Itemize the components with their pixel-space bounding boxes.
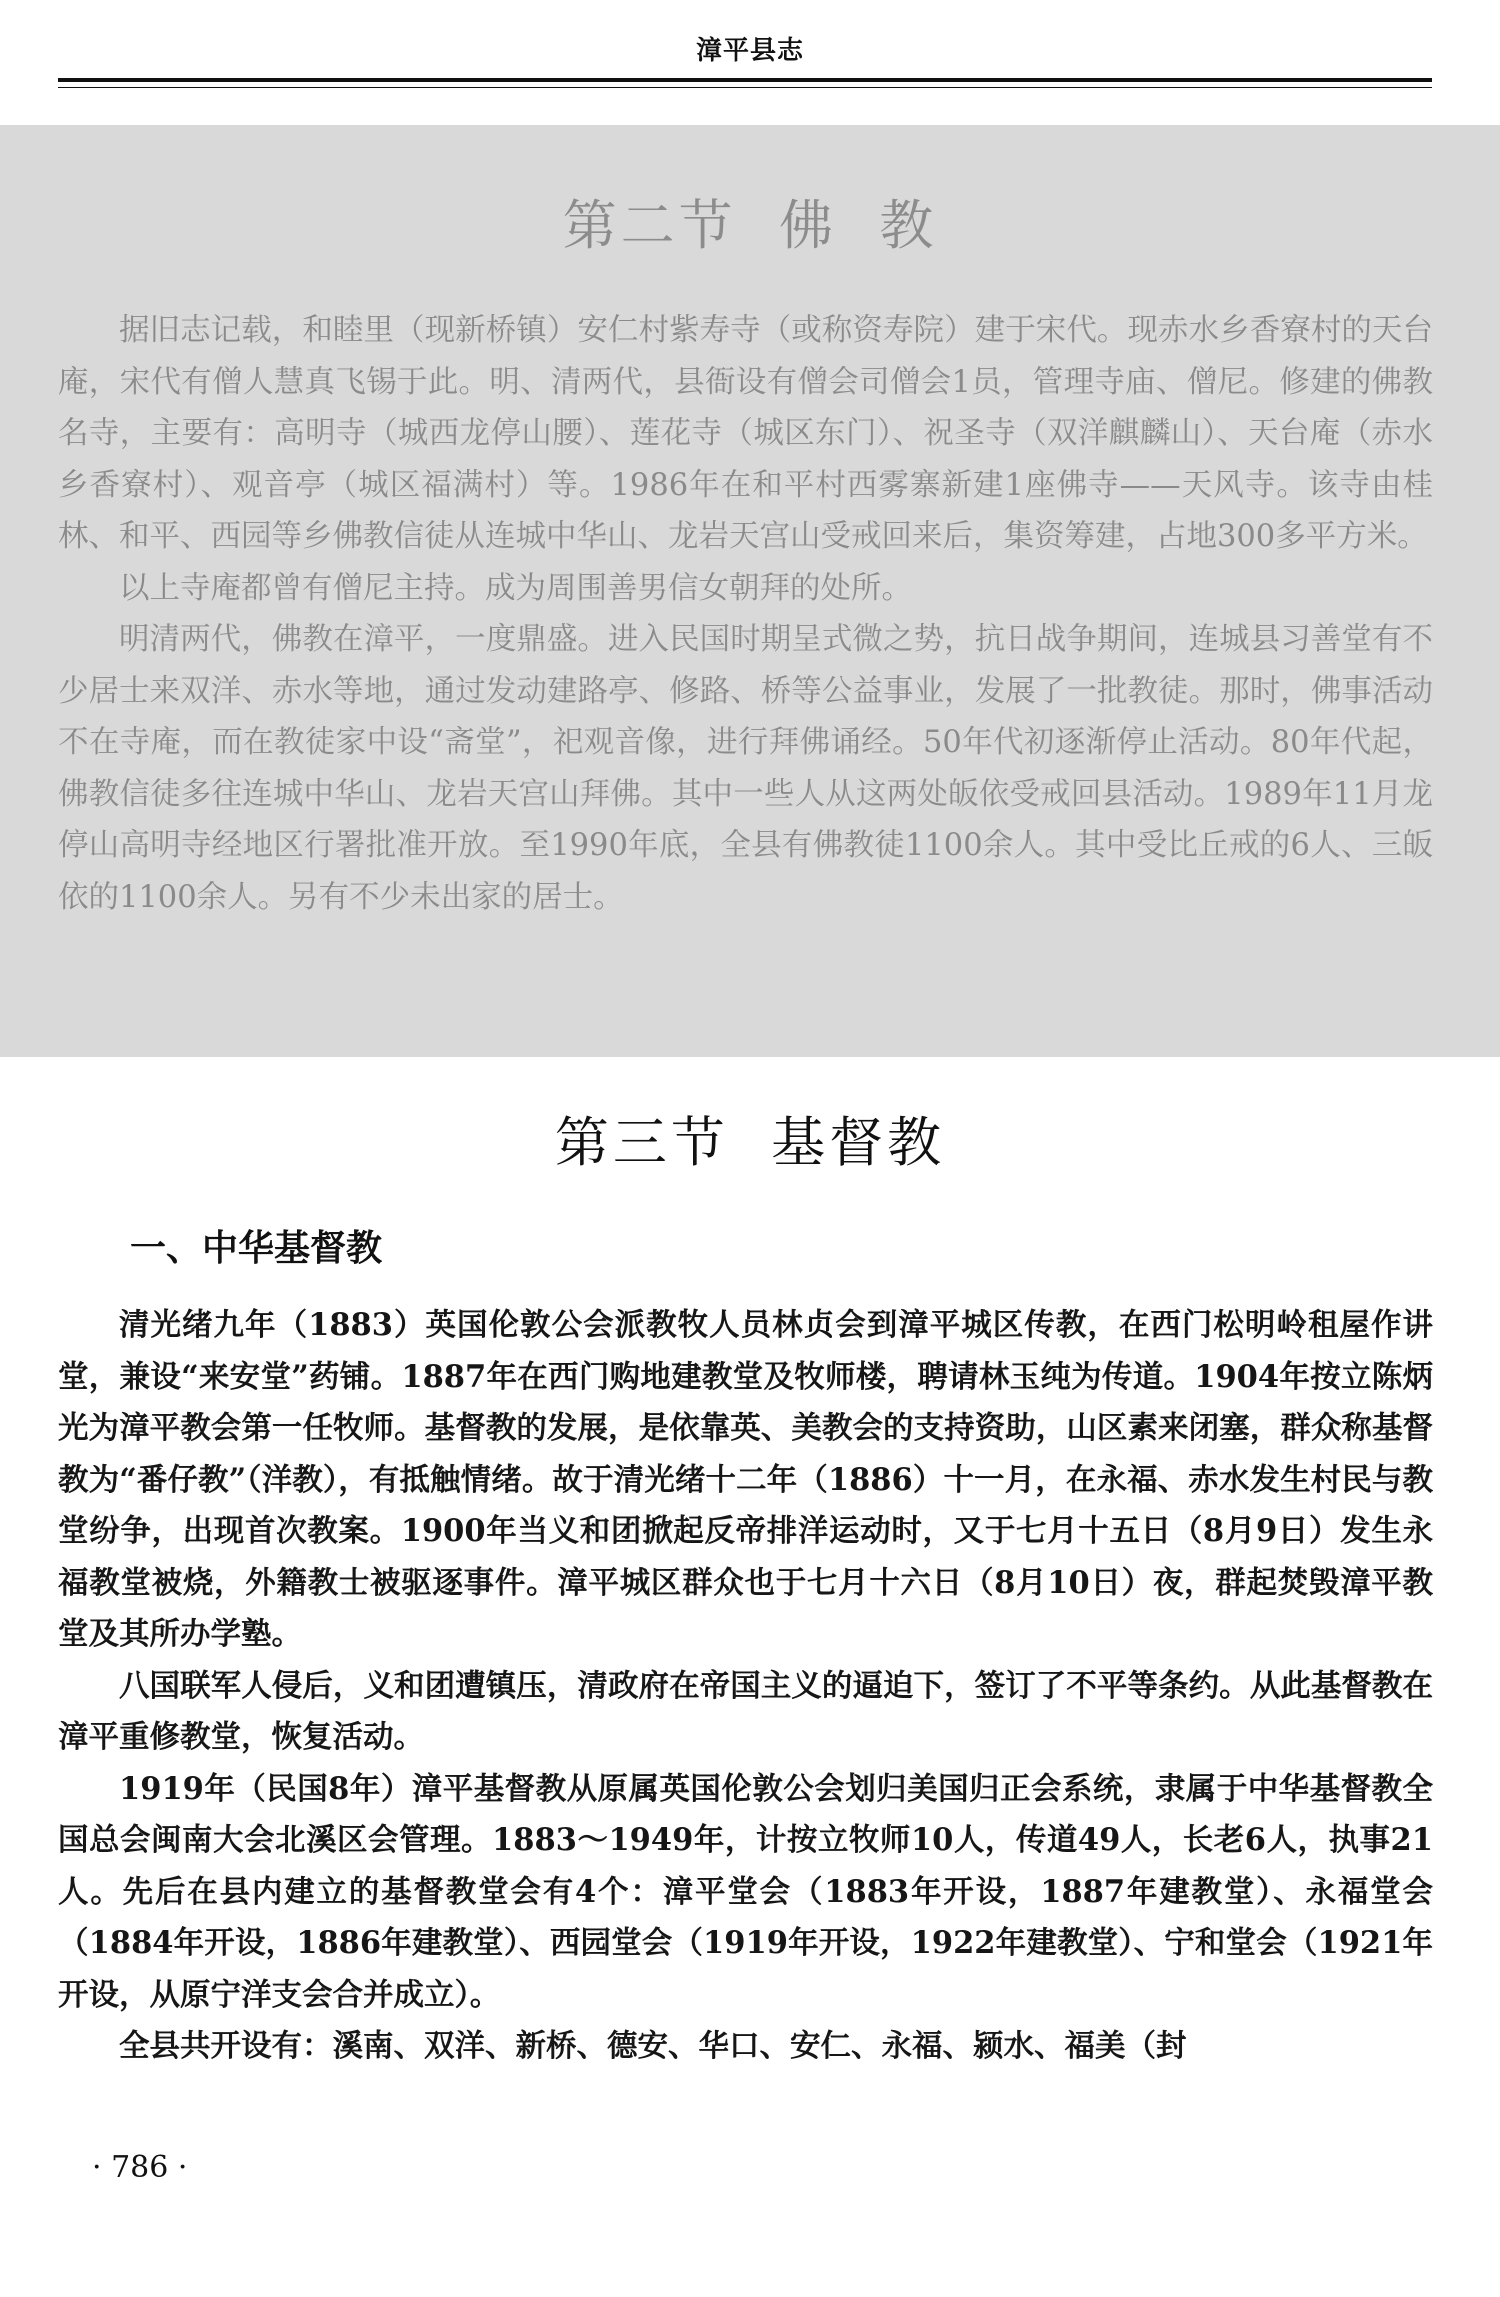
paragraph: 八国联军人侵后，义和团遭镇压，清政府在帝国主义的逼迫下，签订了不平等条约。从此基督教在漳平重修教堂，恢复活动。 [58,1667,1433,1755]
section-title-buddhism: 第二节 佛 教 [562,194,938,257]
paragraph: 1919年（民国8年）漳平基督教从原属英国伦敦公会划归美国归正会系统，隶属于中华基督教全国总会闽南大会北溪区会管理。1883～1949年，计按立牧师10人，传道49人，长老6人，执事21人。先后在县内建立的基督教堂会有4个：漳平堂会（1883年开设，1887年建教堂）、永福堂会（1884年开设，1886年建教堂）、西园堂会（1919年开设，1922年建教堂）、宁和堂会（1921年开设，从原宁洋支会合并成立）。 [58,1770,1433,2013]
running-head: 漳平县志 [695,36,804,66]
header-rule-thin [58,87,1432,88]
paragraph: 全县共开设有：溪南、双洋、新桥、德安、华口、安仁、永福、颍水、福美（封 [119,2028,1187,2064]
section-title-christianity: 第三节 基督教 [554,1111,946,1174]
section-body-christianity [58,1300,1433,2073]
paragraph: 据旧志记载，和睦里（现新桥镇）安仁村紫寿寺（或称资寿院）建于宋代。现赤水乡香寮村的天台庵，宋代有僧人慧真飞锡于此。明、清两代，县衙设有僧会司僧会1员，管理寺庙、僧尼。修建的佛教名寺，主要有：高明寺（城西龙停山腰）、莲花寺（城区东门）、祝圣寺（双洋麒麟山）、天台庵（赤水乡香寮村）、观音亭（城区福满村）等。1986年在和平村西雾寨新建1座佛寺——天风寺。该寺由桂林、和平、西园等乡佛教信徒从连城中华山、龙岩天宫山受戒回来后，集资筹建，占地300多平方米。 [58,313,1433,554]
paragraph: 明清两代，佛教在漳平，一度鼎盛。进入民国时期呈式微之势，抗日战争期间，连城县习善堂有不少居士来双洋、赤水等地，通过发动建路亭、修路、桥等公益事业，发展了一批教徒。那时，佛事活动不在寺庵，而在教徒家中设“斋堂”，祀观音像，进行拜佛诵经。50年代初逐渐停止活动。80年代起，佛教信徒多往连城中华山、龙岩天宫山拜佛。其中一些人从这两处皈依受戒回县活动。1989年11月龙停山高明寺经地区行署批准开放。至1990年底，全县有佛教徒1100余人。其中受比丘戒的6人、三皈依的1100余人。另有不少未出家的居士。 [58,622,1433,915]
section-buddhism [0,125,1500,1057]
paragraph: 以上寺庵都曾有僧尼主持。成为周围善男信女朝拜的处所。 [119,570,912,606]
subheading: 一、中华基督教 [130,1228,383,1269]
paragraph: 清光绪九年（1883）英国伦敦公会派教牧人员林贞会到漳平城区传教，在西门松明岭租屋作讲堂，兼设“来安堂”药铺。1887年在西门购地建教堂及牧师楼，聘请林玉纯为传道。1904年按立陈炳光为漳平教会第一任牧师。基督教的发展，是依靠英、美教会的支持资助，山区素来闭塞，群众称基督教为“番仔教”（洋教），有抵触情绪。故于清光绪十二年（1886）十一月，在永福、赤水发生村民与教堂纷争，出现首次教案。1900年当义和团掀起反帝排洋运动时，又于七月十五日（8月9日）发生永福教堂被烧，外籍教士被驱逐事件。漳平城区群众也于七月十六日（8月10日）夜，群起焚毁漳平教堂及其所办学塾。 [58,1307,1433,1652]
page-number: · 786 · [92,2150,188,2185]
header-rule-thick [58,78,1432,82]
section-body-buddhism [58,305,1433,923]
